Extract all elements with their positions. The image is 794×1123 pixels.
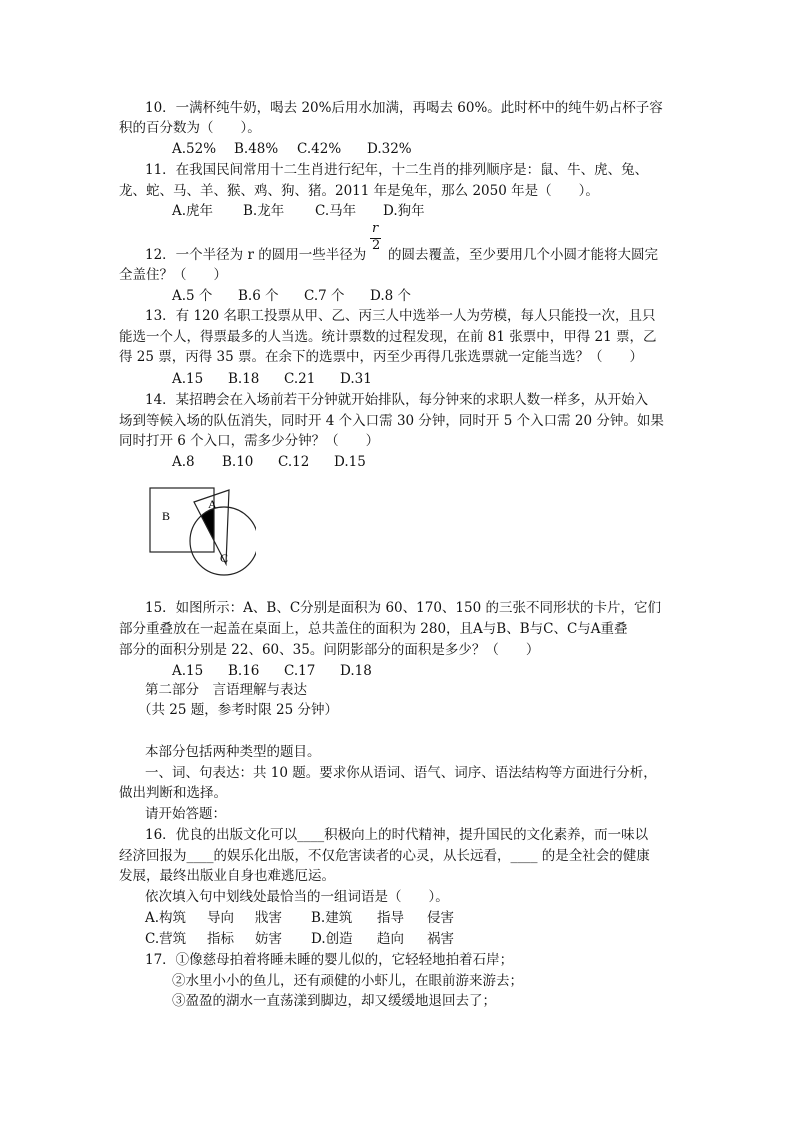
q16-line1: 16．优良的出版文化可以____积极向上的时代精神，提升国民的文化素养，而一味以 bbox=[145, 827, 649, 843]
q12-option-a: A.5 个 bbox=[172, 288, 213, 304]
q14-line3: 同时打开 6 个入口，需多少分钟？（ ） bbox=[119, 433, 380, 449]
q15-line3: 部分的面积分别是 22、60、35。问阴影部分的面积是多少？（ ） bbox=[119, 642, 540, 658]
q14-option-c: C.12 bbox=[278, 454, 310, 470]
q14-option-a: A.8 bbox=[172, 454, 195, 470]
part1-line1: 一、词、句表达：共 10 题。要求你从语词、语气、词序、语法结构等方面进行分析， bbox=[145, 765, 657, 781]
q14-line2: 场到等候入场的队伍消失，同时开 4 个入口需 30 分钟，同时开 5 个入口需 20 分钟。如果 bbox=[119, 413, 664, 429]
q14-option-b: B.10 bbox=[222, 454, 254, 470]
section2-subtitle: （共 25 题，参考时限 25 分钟） bbox=[138, 702, 339, 718]
q17-sentence3: ③盈盈的湖水一直荡漾到脚边，却又缓缓地退回去了； bbox=[172, 993, 496, 1009]
q15-overlap-figure bbox=[146, 482, 256, 582]
section2-title: 第二部分 言语理解与表达 bbox=[145, 682, 307, 698]
q13-line3: 得 25 票，丙得 35 票。在余下的选票中，丙至少再得几张选票就一定能当选？（ ） bbox=[119, 349, 644, 365]
q12-line2: 全盖住？（ ） bbox=[119, 267, 227, 283]
q16-options-row2 bbox=[145, 929, 454, 949]
q13-options bbox=[172, 369, 372, 389]
q15-options bbox=[172, 661, 372, 681]
q16-optB-word3: 侵害 bbox=[427, 910, 454, 926]
q13-option-b: B.18 bbox=[228, 371, 260, 387]
q15-line1: 15．如图所示：A、B、C分别是面积为 60、170、150 的三张不同形状的卡片，它们 bbox=[145, 600, 661, 616]
section2-intro: 本部分包括两种类型的题目。 bbox=[145, 744, 321, 760]
q11-option-c: C.马年 bbox=[315, 203, 357, 219]
q16-optA-word2: 导向 bbox=[207, 910, 234, 926]
q11-options bbox=[172, 201, 425, 221]
q10-option-c: C.42% bbox=[297, 141, 342, 157]
q12-frac-numerator: r bbox=[372, 221, 379, 236]
q15-option-d: D.18 bbox=[340, 663, 372, 679]
q14-option-d: D.15 bbox=[334, 454, 366, 470]
label-b: B bbox=[162, 509, 171, 523]
label-a: A bbox=[208, 497, 217, 511]
q12-option-b: B.6 个 bbox=[238, 288, 279, 304]
start-answering: 请开始答题： bbox=[145, 806, 226, 822]
q16-optC-word3: 妨害 bbox=[255, 931, 282, 947]
q11-line1: 11．在我国民间常用十二生肖进行纪年，十二生肖的排列顺序是：鼠、牛、虎、兔、 bbox=[145, 162, 649, 178]
q10-options bbox=[172, 139, 412, 159]
q17-sentence1: 17．①像慈母拍着将睡未睡的婴儿似的，它轻轻地拍着石岸； bbox=[145, 952, 514, 968]
q12-frac-denominator: 2 bbox=[372, 238, 381, 253]
q10-option-a: A.52% bbox=[172, 141, 217, 157]
part1-line2: 做出判断和选择。 bbox=[119, 785, 227, 801]
q16-prompt: 依次填入句中划线处最恰当的一组词语是（ ）。 bbox=[145, 889, 449, 905]
q13-option-a: A.15 bbox=[172, 371, 204, 387]
q16-line3: 发展，最终出版业自身也难逃厄运。 bbox=[119, 868, 335, 884]
q13-option-d: D.31 bbox=[340, 371, 372, 387]
q16-optC-word1: C.营筑 bbox=[145, 931, 187, 947]
q11-option-d: D.狗年 bbox=[383, 203, 425, 219]
q16-optA-word3: 戕害 bbox=[255, 910, 282, 926]
q10-option-b: B.48% bbox=[234, 141, 279, 157]
q16-optD-word2: 趋向 bbox=[377, 931, 404, 947]
q13-line1: 13．有 120 名职工投票从甲、乙、丙三人中选举一人为劳模，每人只能投一次，且只 bbox=[145, 308, 656, 324]
q15-line2: 部分重叠放在一起盖在桌面上，总共盖住的面积为 280，且A与B、B与C、C与A重叠 bbox=[119, 621, 628, 637]
q16-line2: 经济回报为____的娱乐化出版，不仅危害读者的心灵，从长远看，____ 的是全社会的健康 bbox=[119, 848, 650, 864]
q16-optA-word1: A.构筑 bbox=[145, 910, 187, 926]
q11-option-a: A.虎年 bbox=[172, 203, 214, 219]
q12-line1-pre: 12．一个半径为 r 的圆用一些半径为 bbox=[145, 247, 367, 263]
q16-optD-word3: 祸害 bbox=[427, 931, 454, 947]
q10-line2: 积的百分数为（ ）。 bbox=[119, 120, 261, 136]
q10-line1: 10．一满杯纯牛奶，喝去 20%后用水加满，再喝去 60%。此时杯中的纯牛奶占杯子容 bbox=[145, 100, 663, 116]
q15-option-a: A.15 bbox=[172, 663, 204, 679]
q10-option-d: D.32% bbox=[367, 141, 412, 157]
q16-optB-word1: B.建筑 bbox=[311, 910, 353, 926]
q12-options bbox=[172, 286, 411, 306]
q15-option-b: B.16 bbox=[228, 663, 260, 679]
q16-options-row1 bbox=[145, 908, 454, 928]
q17-sentence2: ②水里小小的鱼儿，还有顽健的小虾儿，在眼前游来游去； bbox=[172, 973, 523, 989]
q13-option-c: C.21 bbox=[284, 371, 316, 387]
q14-line1: 14．某招聘会在入场前若干分钟就开始排队，每分钟来的求职人数一样多，从开始入 bbox=[145, 392, 649, 408]
q11-option-b: B.龙年 bbox=[243, 203, 285, 219]
q16-optB-word2: 指导 bbox=[377, 910, 404, 926]
q14-options bbox=[172, 452, 366, 472]
label-c: C bbox=[220, 551, 229, 565]
q12-line1-post: 的圆去覆盖，至少要用几个小圆才能将大圆完 bbox=[388, 247, 658, 263]
q15-option-c: C.17 bbox=[284, 663, 316, 679]
q12-option-c: C.7 个 bbox=[304, 288, 345, 304]
q13-line2: 能选一个人，得票最多的人当选。统计票数的过程发现，在前 81 张票中，甲得 21 票，乙 bbox=[119, 329, 657, 345]
q12-option-d: D.8 个 bbox=[370, 288, 412, 304]
q16-optC-word2: 指标 bbox=[207, 931, 234, 947]
q11-line2: 龙、蛇、马、羊、猴、鸡、狗、猪。2011 年是兔年，那么 2050 年是（ ）。 bbox=[119, 183, 599, 199]
q16-optD-word1: D.创造 bbox=[311, 931, 353, 947]
